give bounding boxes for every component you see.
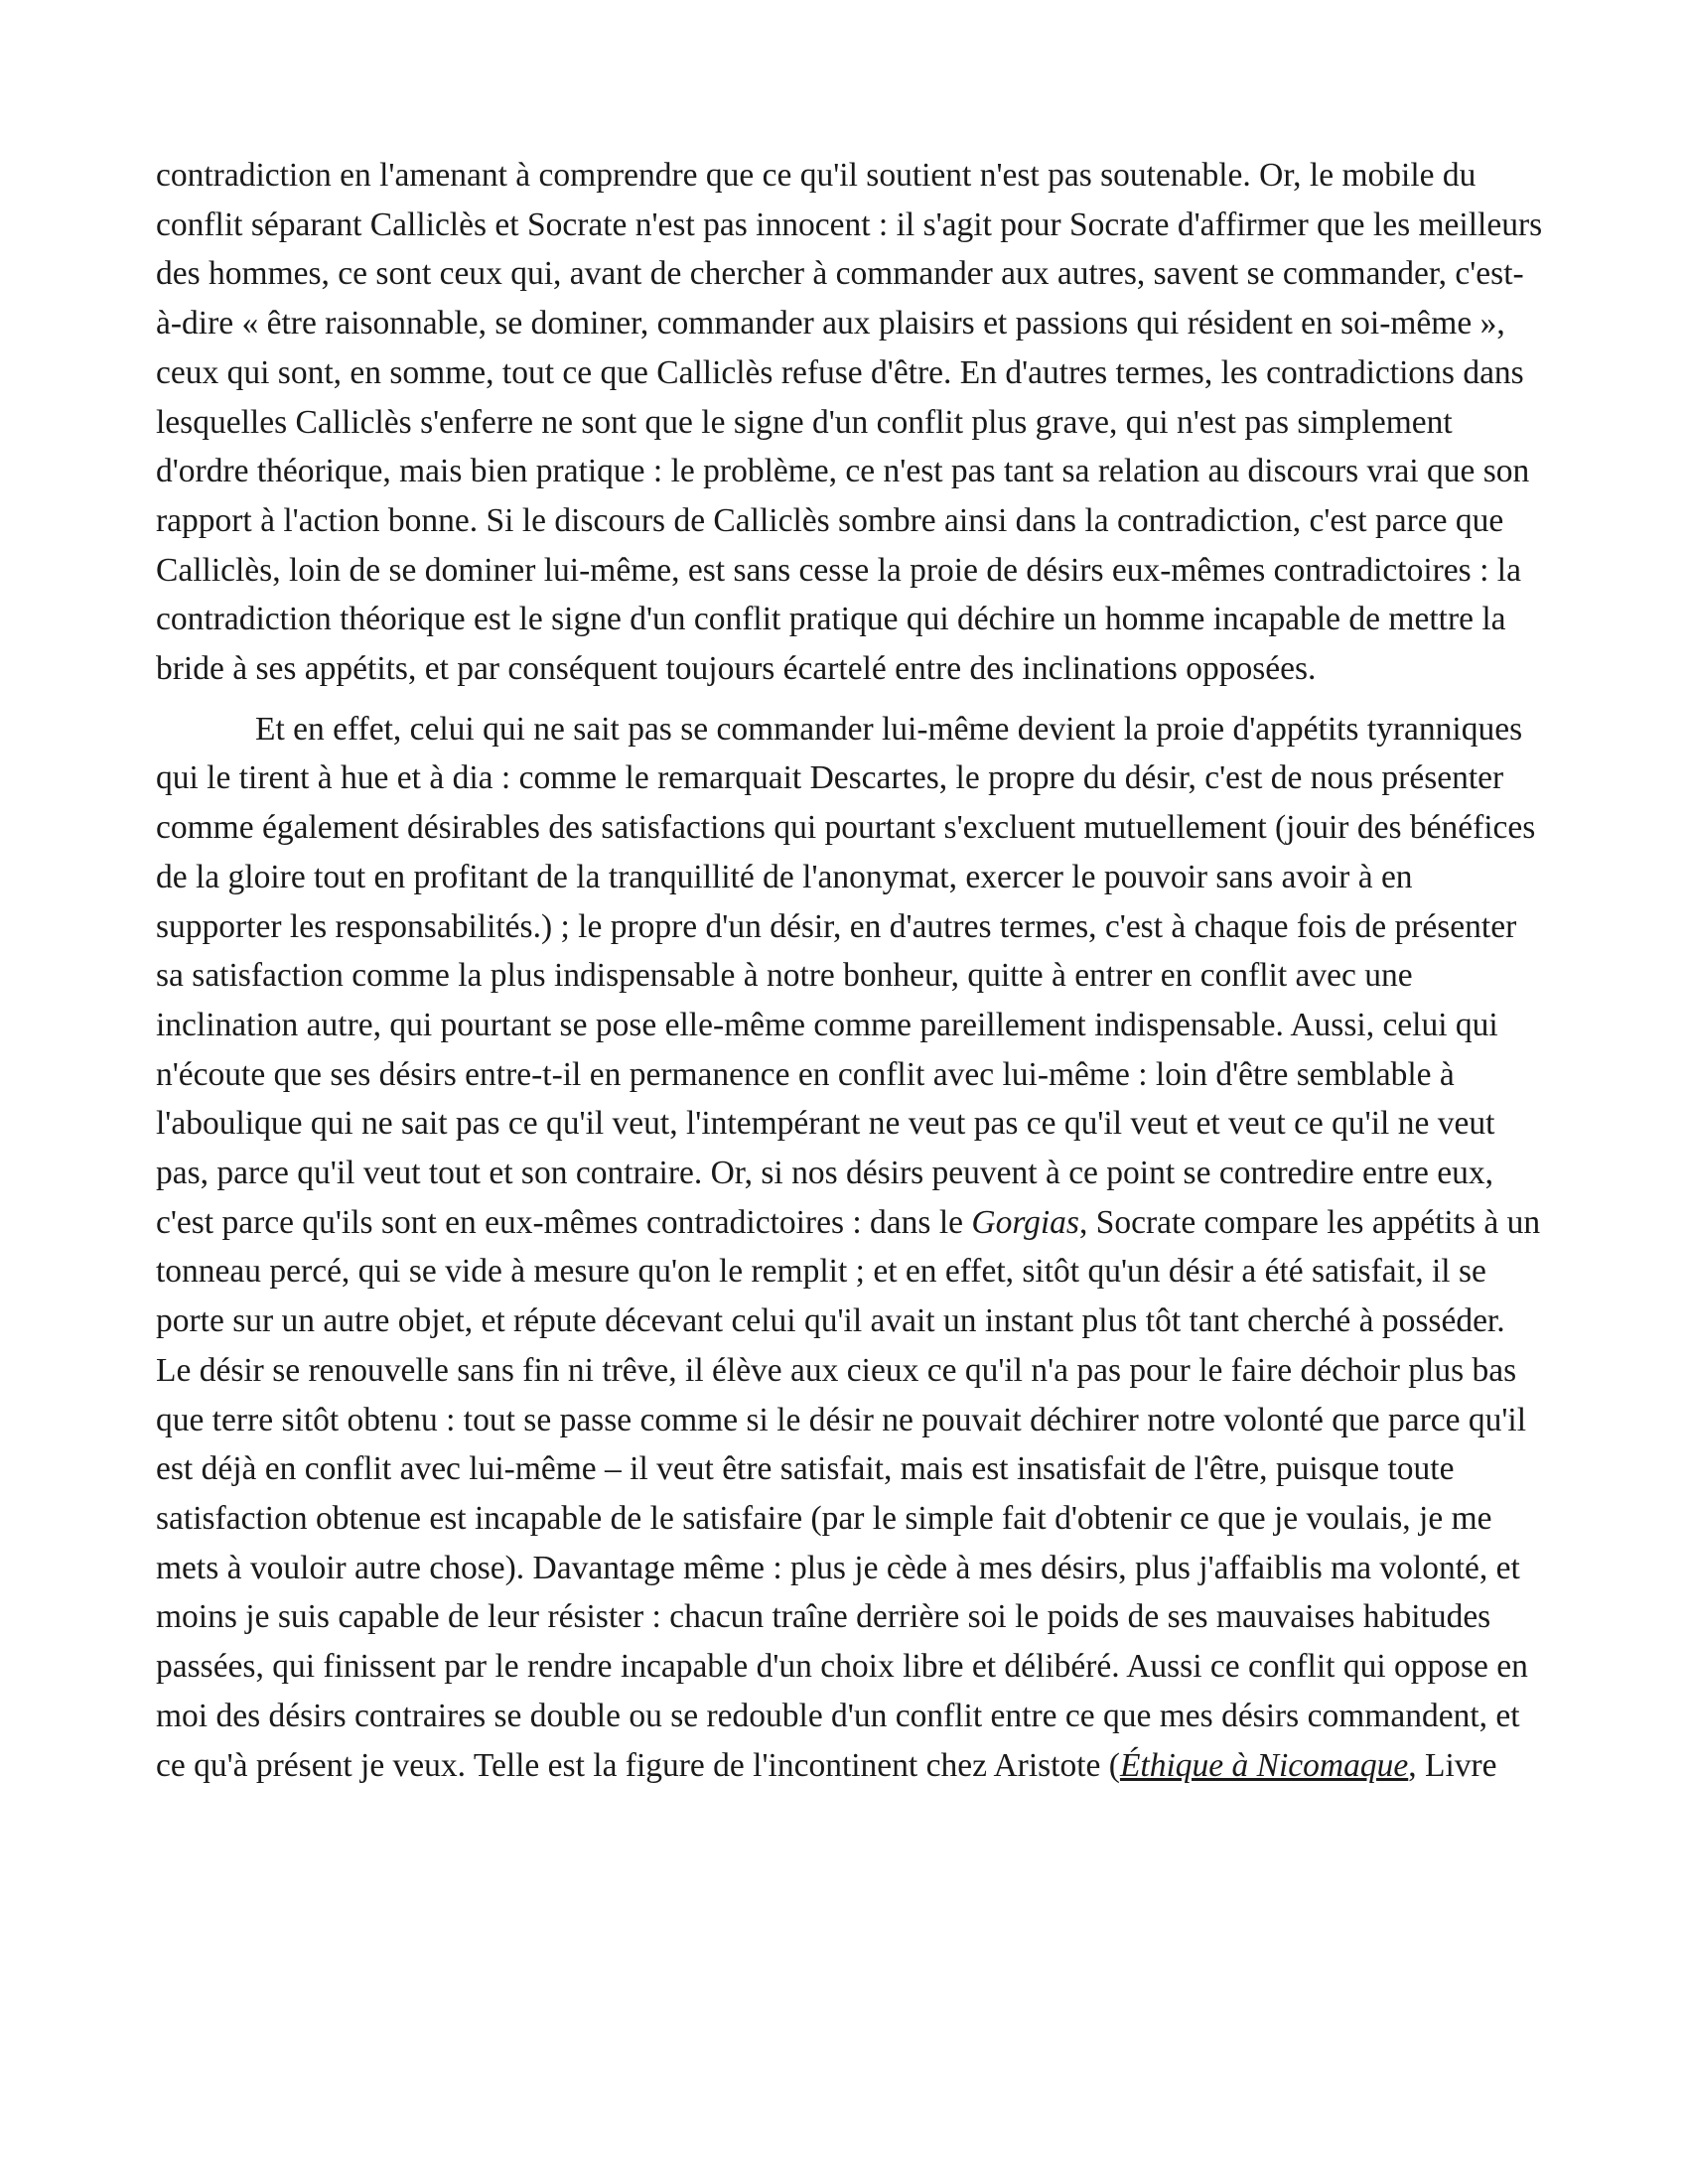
paragraph-text: , Livre <box>1408 1746 1497 1784</box>
paragraph-text: , Socrate compare les appétits à un tonneau percé, qui se vide à mesure qu'on le remplit ; et en effet, sitôt qu'un désir a été satisfait, il se porte sur un autre objet, et répute décevant celui qu'il avait un instant plus tôt tant cherché à posséder. Le désir se renouvelle sans fin ni trêve, il élève aux cieux ce qu'il n'a pas pour le faire déchoir plus bas que terre sitôt obtenu : tout se passe comme si le désir ne pouvait déchirer notre volonté que parce qu'il est déjà en conflit avec lui-même – il veut être satisfait, mais est insatisfait de l'être, puisque toute satisfaction obtenue est incapable de le satisfaire (par le simple fait d'obtenir ce que je voulais, je me mets à vouloir autre chose). Davantage même : plus je cède à mes désirs, plus j'affaiblis ma volonté, et moins je suis capable de leur résister : chacun traîne derrière soi le poids de ses mauvaises habitudes passées, qui finissent par le rendre incapable d'un choix libre et délibéré. Aussi ce conflit qui oppose en moi des désirs contraires se double ou se redouble d'un conflit entre ce que mes désirs commandent, et ce qu'à présent je veux. Telle est la figure de l'incontinent chez Aristote ( <box>156 1203 1541 1784</box>
paragraph <box>156 705 1546 1790</box>
book-title: Gorgias <box>971 1203 1079 1241</box>
reference-link[interactable]: Éthique à Nicomaque <box>1119 1746 1409 1784</box>
document-page <box>156 151 1546 1790</box>
paragraph: contradiction en l'amenant à comprendre que ce qu'il soutient n'est pas soutenable. Or, le mobile du conflit séparant Calliclès et Socrate n'est pas innocent : il s'agit pour Socrate d'affirmer que les meilleurs des hommes, ce sont ceux qui, avant de chercher à commander aux autres, savent se commander, c'est-à-dire « être raisonnable, se dominer, commander aux plaisirs et passions qui résident en soi-même », ceux qui sont, en somme, tout ce que Calliclès refuse d'être. En d'autres termes, les contradictions dans lesquelles Calliclès s'enferre ne sont que le signe d'un conflit plus grave, qui n'est pas simplement d'ordre théorique, mais bien pratique : le problème, ce n'est pas tant sa relation au discours vrai que son rapport à l'action bonne. Si le discours de Calliclès sombre ainsi dans la contradiction, c'est parce que Calliclès, loin de se dominer lui-même, est sans cesse la proie de désirs eux-mêmes contradictoires : la contradiction théorique est le signe d'un conflit pratique qui déchire un homme incapable de mettre la bride à ses appétits, et par conséquent toujours écartelé entre des inclinations opposées. <box>156 157 1543 688</box>
paragraph-text: Et en effet, celui qui ne sait pas se commander lui-même devient la proie d'appétits tyranniques qui le tirent à hue et à dia : comme le remarquait Descartes, le propre du désir, c'est de nous présenter comme également désirables des satisfactions qui pourtant s'excluent mutuellement (jouir des bénéfices de la gloire tout en profitant de la tranquillité de l'anonymat, exercer le pouvoir sans avoir à en supporter les responsabilités.) ; le propre d'un désir, en d'autres termes, c'est à chaque fois de présenter sa satisfaction comme la plus indispensable à notre bonheur, quitte à entrer en conflit avec une inclination autre, qui pourtant se pose elle-même comme pareillement indispensable. Aussi, celui qui n'écoute que ses désirs entre-t-il en permanence en conflit avec lui-même : loin d'être semblable à l'aboulique qui ne sait pas ce qu'il veut, l'intempérant ne veut pas ce qu'il veut et veut ce qu'il ne veut pas, parce qu'il veut tout et son contraire. Or, si nos désirs peuvent à ce point se contredire entre eux, c'est parce qu'ils sont en eux-mêmes contradictoires : dans le <box>156 710 1536 1241</box>
